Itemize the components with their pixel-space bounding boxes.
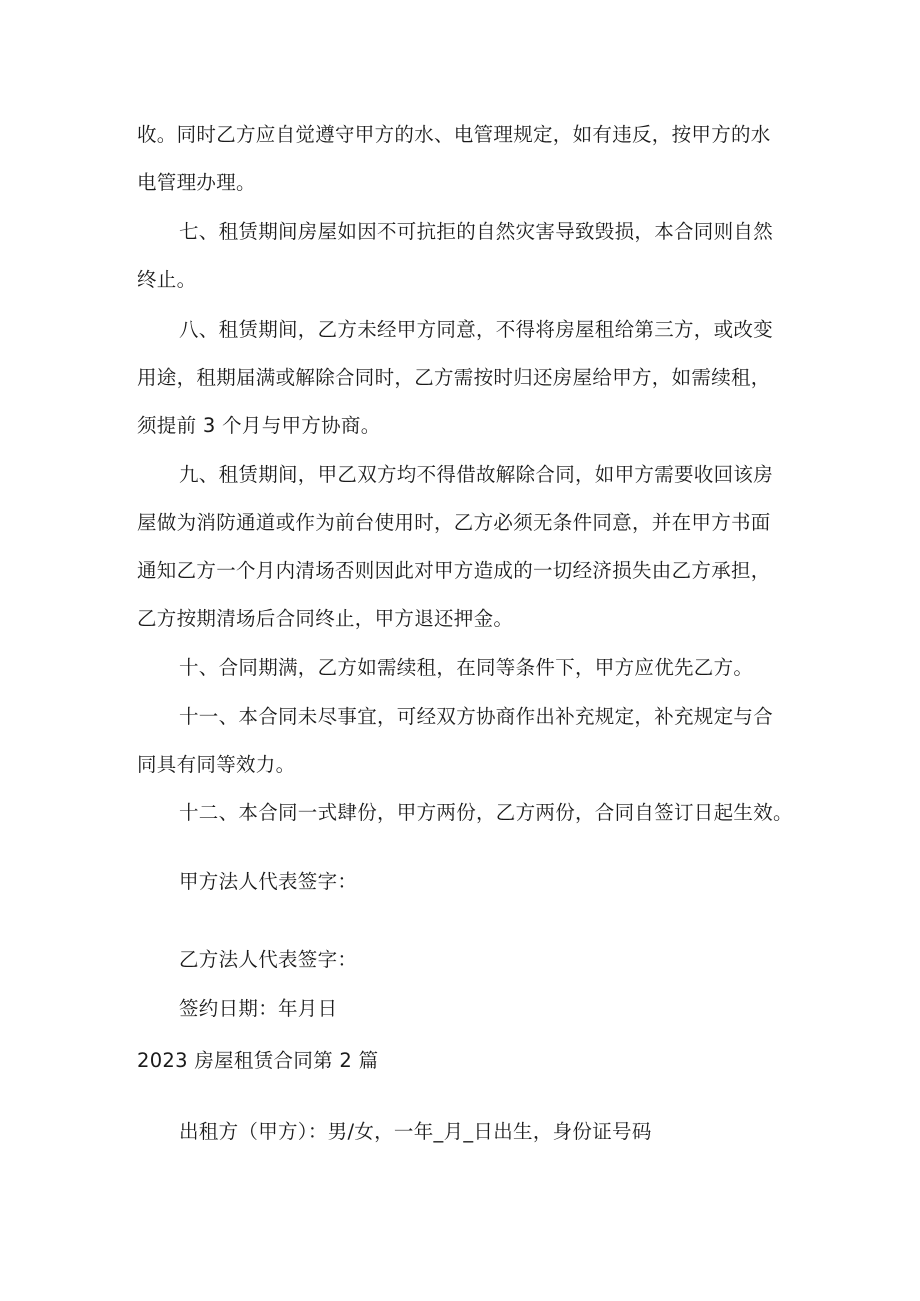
clause-8: 八、租赁期间，乙方未经甲方同意，不得将房屋租给第三方，或改变 xyxy=(179,318,774,341)
clause-11: 十一、本合同未尽事宜，可经双方协商作出补充规定，补充规定与合 xyxy=(179,705,774,728)
text-line: 屋做为消防通道或作为前台使用时，乙方必须无条件同意，并在甲方书面 xyxy=(137,511,771,534)
clause-12: 十二、本合同一式肆份，甲方两份，乙方两份，合同自签订日起生效。 xyxy=(179,801,793,824)
lessor-info-line: 出租方（甲方）：男/女，一年_月_日出生，身份证号码 xyxy=(179,1120,652,1143)
party-b-signature-label: 乙方法人代表签字： xyxy=(179,948,358,971)
text-line: 收。同时乙方应自觉遵守甲方的水、电管理规定，如有违反，按甲方的水 xyxy=(137,123,771,146)
text-line: 通知乙方一个月内清场否则因此对甲方造成的一切经济损失由乙方承担， xyxy=(137,559,771,582)
text-line: 须提前 3 个月与甲方协商。 xyxy=(137,414,381,437)
clause-10: 十、合同期满，乙方如需续租，在同等条件下，甲方应优先乙方。 xyxy=(179,656,754,679)
clause-7: 七、租赁期间房屋如因不可抗拒的自然灾害导致毁损，本合同则自然 xyxy=(179,220,774,243)
clause-9: 九、租赁期间，甲乙双方均不得借故解除合同，如甲方需要收回该房 xyxy=(179,463,774,486)
text-line: 用途，租期届满或解除合同时，乙方需按时归还房屋给甲方，如需续租， xyxy=(137,366,771,389)
text-line: 电管理办理。 xyxy=(137,171,256,194)
text-line: 乙方按期清场后合同终止，甲方退还押金。 xyxy=(137,607,514,630)
signing-date-label: 签约日期：年月日 xyxy=(179,997,338,1020)
text-line: 终止。 xyxy=(137,268,197,291)
party-a-signature-label: 甲方法人代表签字： xyxy=(179,870,358,893)
section-heading: 2023 房屋租赁合同第 2 篇 xyxy=(137,1049,379,1072)
text-line: 同具有同等效力。 xyxy=(137,753,296,776)
